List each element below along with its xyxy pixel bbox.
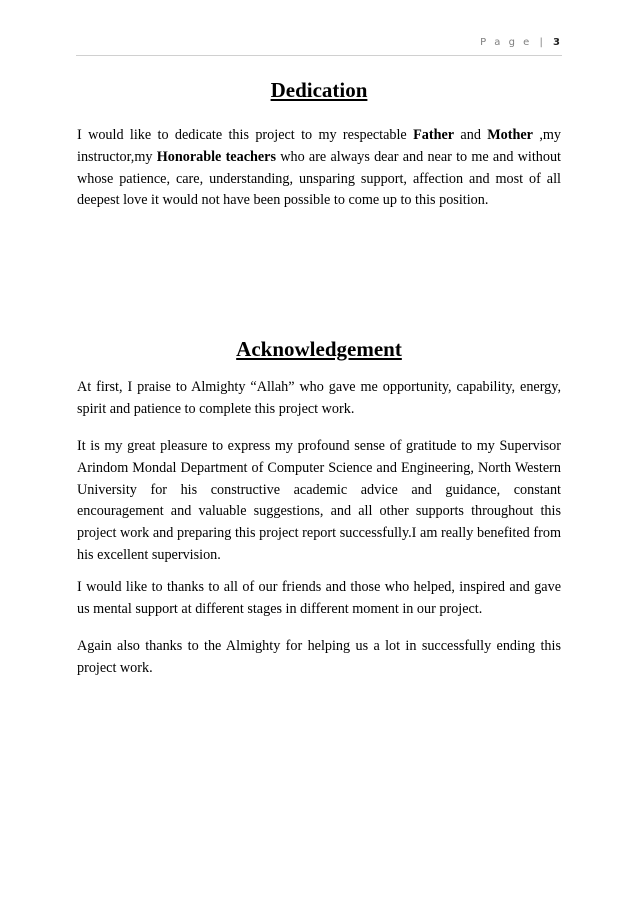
dedication-paragraph xyxy=(77,125,561,212)
dedication-father: Father xyxy=(413,127,455,143)
page-number: 3 xyxy=(553,37,560,48)
acknowledgement-paragraph-2: It is my great pleasure to express my profound sense of gratitude to my Supervisor Arindom Mondal Department of Computer Science and Engineering, North Western University for his constructive academic advice and guidance, constant encouragement and valuable suggestions, and all other supports throughout this project work and preparing this project report successfully.I am really benefited from his excellent supervision. xyxy=(77,438,561,563)
dedication-text-4: who are always dear and near to me and without whose patience, care, understanding, unsparing support, affection and most of all deepest love it would not have been possible to come up to this position. xyxy=(77,148,561,209)
page-separator: | xyxy=(539,37,546,48)
dedication-mother: Mother xyxy=(487,127,533,143)
dedication-text-2: and xyxy=(454,127,488,143)
dedication-heading: Dedication xyxy=(270,78,368,102)
header-divider xyxy=(76,55,562,56)
acknowledgement-heading: Acknowledgement xyxy=(236,337,402,361)
dedication-text-1: I would like to dedicate this project to my respectable xyxy=(77,127,414,143)
acknowledgement-paragraph-1: At first, I praise to Almighty “Allah” who gave me opportunity, capability, energy, spirit and patience to complete this project work. xyxy=(77,379,561,417)
page-header xyxy=(480,37,560,48)
page-label: P a g e xyxy=(480,37,532,48)
dedication-teachers: Honorable teachers xyxy=(156,148,277,165)
acknowledgement-paragraph-4: Again also thanks to the Almighty for helping us a lot in successfully ending this project work. xyxy=(77,638,561,676)
dedication-text-3: ,my instructor,my xyxy=(77,127,561,165)
acknowledgement-paragraph-3: I would like to thanks to all of our friends and those who helped, inspired and gave us mental support at different stages in different moment in our project. xyxy=(77,579,561,617)
